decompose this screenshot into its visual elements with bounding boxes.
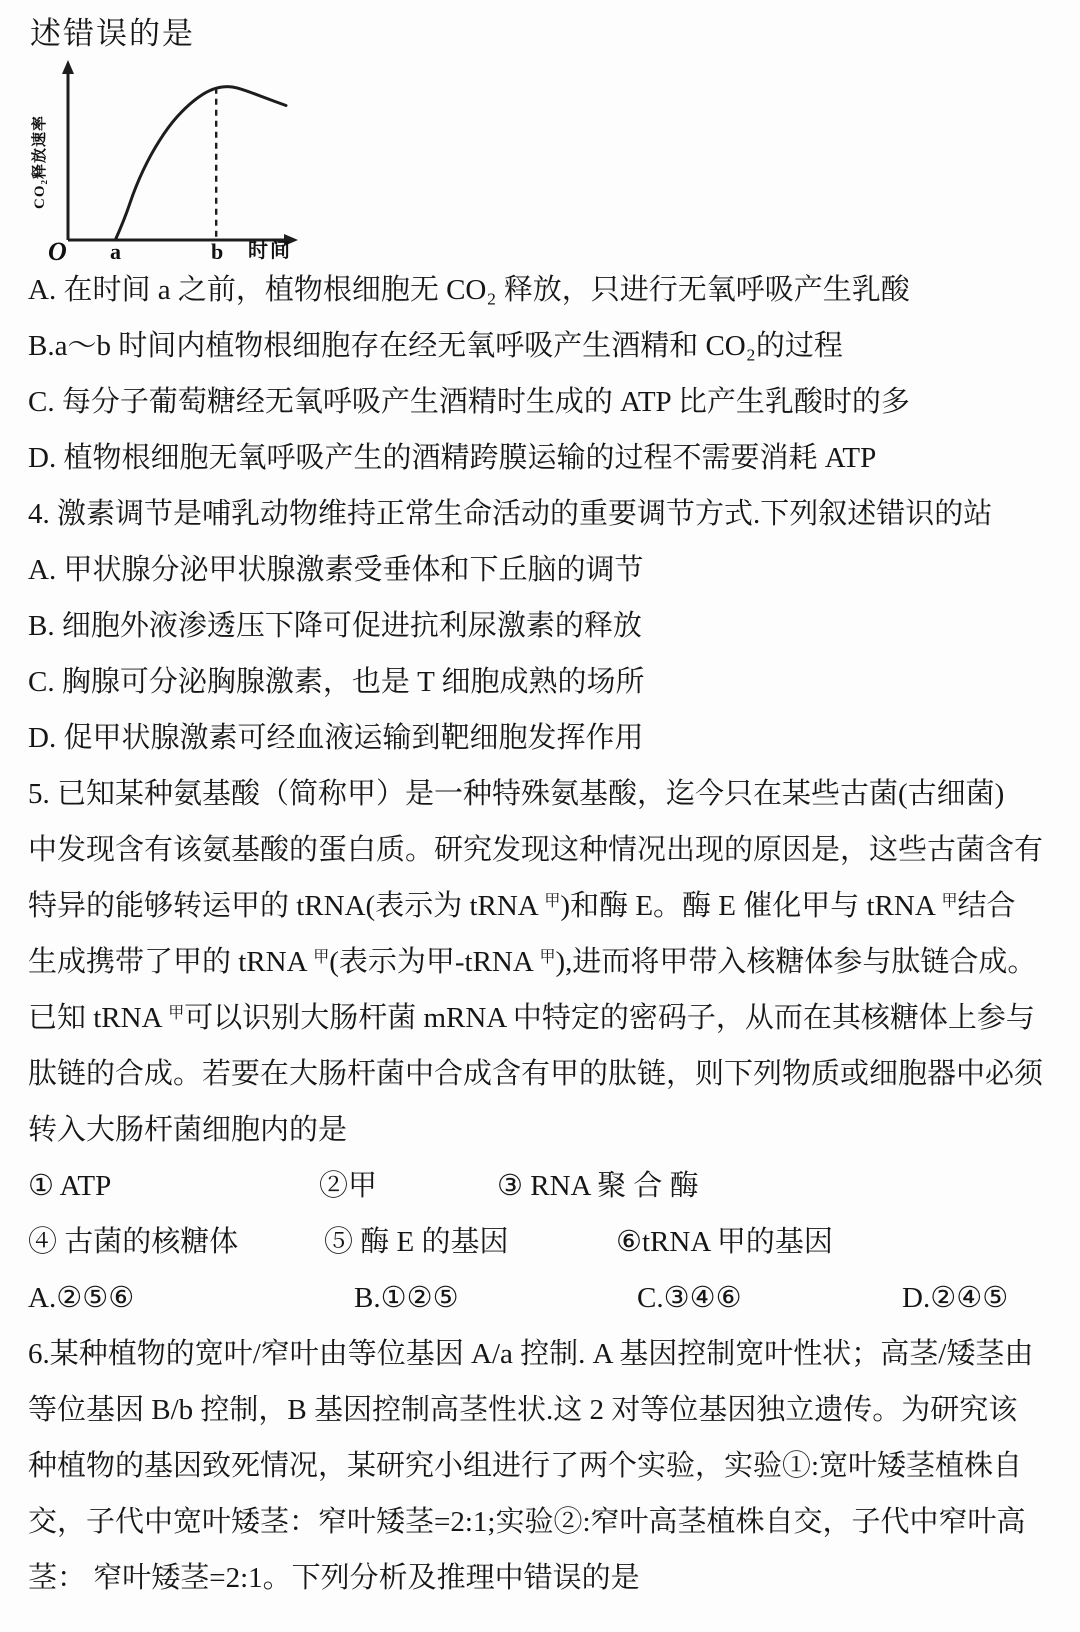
q4-option-c: C. 胸腺可分泌胸腺激素，也是 T 细胞成熟的场所 bbox=[28, 666, 645, 698]
q5-answer-a: A.②⑤⑥ bbox=[28, 1282, 135, 1314]
text-segment: 特异的能够转运甲的 tRNA(表示为 tRNA bbox=[28, 890, 545, 922]
co2-release-rate-graph bbox=[26, 52, 326, 264]
trna-superscript: 甲 bbox=[544, 893, 561, 910]
q6-stem-line-1: 6.某种植物的宽叶/窄叶由等位基因 A/a 控制. A 基因控制宽叶性状；高茎/矮茎由 bbox=[28, 1338, 1034, 1370]
q5-item-5: ⑤ 酶 E 的基因 bbox=[324, 1226, 509, 1258]
q6-stem-line-5: 茎： 窄叶矮茎=2:1。下列分析及推理中错误的是 bbox=[28, 1562, 640, 1594]
q5-stem-line-6: 肽链的合成。若要在大肠杆菌中合成含有甲的肽链，则下列物质或细胞器中必须 bbox=[28, 1058, 1044, 1090]
co2-curve bbox=[115, 87, 286, 240]
q5-answer-b: B.①②⑤ bbox=[354, 1282, 459, 1314]
q5-answer-row bbox=[28, 1270, 1068, 1326]
q4-stem: 4. 激素调节是哺乳动物维持正常生命活动的重要调节方式.下列叙述错识的站 bbox=[28, 498, 993, 530]
q4-option-a: A. 甲状腺分泌甲状腺激素受垂体和下丘脑的调节 bbox=[28, 554, 644, 586]
text-segment: 已知 tRNA bbox=[28, 1002, 169, 1034]
q5-answer-d: D.②④⑤ bbox=[902, 1282, 1009, 1314]
q5-item-6: ⑥tRNA 甲的基因 bbox=[616, 1226, 833, 1258]
text-segment: (表示为甲-tRNA bbox=[329, 946, 540, 978]
q3-option-a: A. 在时间 a 之前，植物根细胞无 CO₂ 释放，只进行无氧呼吸产生乳酸 bbox=[28, 274, 910, 306]
q3-option-c: C. 每分子葡萄糖经无氧呼吸产生酒精时生成的 ATP 比产生乳酸时的多 bbox=[28, 386, 910, 418]
x-axis-label: 时间 bbox=[248, 240, 292, 262]
page-top-text: 述错误的是 bbox=[30, 16, 195, 51]
text-segment: 可以识别大肠杆菌 mRNA 中特定的密码子，从而在其核糖体上参与 bbox=[184, 1002, 1035, 1034]
q4-option-d: D. 促甲状腺激素可经血液运输到靶细胞发挥作用 bbox=[28, 722, 644, 754]
q6-stem-line-4: 交，子代中宽叶矮茎：窄叶矮茎=2:1;实验②:窄叶高茎植株自交，子代中窄叶高 bbox=[28, 1506, 1026, 1538]
q6-stem-line-3: 种植物的基因致死情况，某研究小组进行了两个实验，实验①:宽叶矮茎植株自 bbox=[28, 1450, 1023, 1482]
text-segment: 生成携带了甲的 tRNA bbox=[28, 946, 314, 978]
q5-item-2: ②甲 bbox=[319, 1170, 378, 1202]
tick-b: b bbox=[211, 239, 224, 264]
trna-superscript: 甲 bbox=[313, 949, 330, 966]
text-segment: 结合 bbox=[957, 890, 1016, 922]
q5-item-1: ① ATP bbox=[28, 1170, 112, 1202]
q5-item-3: ③ RNA 聚 合 酶 bbox=[497, 1170, 699, 1202]
q5-answer-c: C.③④⑥ bbox=[637, 1282, 742, 1314]
trna-superscript: 甲 bbox=[539, 949, 556, 966]
q5-stem-line-3 bbox=[28, 878, 1068, 934]
question-text-column bbox=[28, 262, 1068, 1606]
tick-a: a bbox=[110, 239, 121, 264]
y-axis-arrow-icon bbox=[62, 60, 74, 74]
text-segment: )和酶 E。酶 E 催化甲与 tRNA bbox=[560, 890, 942, 922]
q5-stem-line-4 bbox=[28, 934, 1068, 990]
q3-option-b: B.a～b 时间内植物根细胞存在经无氧呼吸产生酒精和 CO₂的过程 bbox=[28, 330, 843, 362]
q5-stem-line-5 bbox=[28, 990, 1068, 1046]
q5-stem-line-1: 5. 已知某种氨基酸（简称甲）是一种特殊氨基酸，迄今只在某些古菌(古细菌) bbox=[28, 778, 1005, 810]
q5-items-row-2 bbox=[28, 1214, 1068, 1270]
q5-stem-line-7: 转入大肠杆菌细胞内的是 bbox=[28, 1114, 348, 1146]
trna-superscript: 甲 bbox=[168, 1005, 185, 1022]
q5-items-row-1 bbox=[28, 1158, 1068, 1214]
trna-superscript: 甲 bbox=[941, 893, 958, 910]
q3-option-d: D. 植物根细胞无氧呼吸产生的酒精跨膜运输的过程不需要消耗 ATP bbox=[28, 442, 877, 474]
y-axis-label: CO₂释放速率 bbox=[32, 115, 48, 209]
origin-label: O bbox=[48, 237, 67, 264]
q5-stem-line-2: 中发现含有该氨基酸的蛋白质。研究发现这种情况出现的原因是，这些古菌含有 bbox=[28, 834, 1044, 866]
q4-option-b: B. 细胞外液渗透压下降可促进抗利尿激素的释放 bbox=[28, 610, 642, 642]
q5-item-4: ④ 古菌的核糖体 bbox=[28, 1226, 239, 1258]
q6-stem-line-2: 等位基因 B/b 控制，B 基因控制高茎性状.这 2 对等位基因独立遗传。为研究该 bbox=[28, 1394, 1018, 1426]
text-segment: ),进而将甲带入核糖体参与肽链合成。 bbox=[555, 946, 1037, 978]
